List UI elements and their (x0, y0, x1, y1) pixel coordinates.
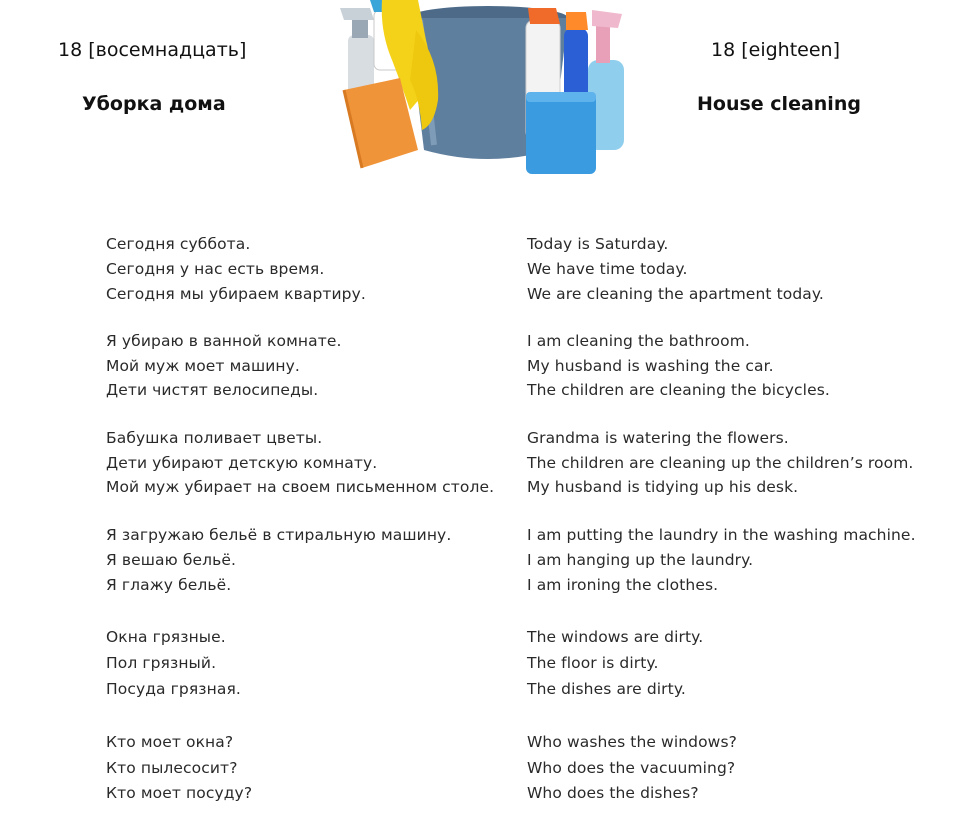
sentence-en: Who does the vacuuming? (527, 759, 736, 777)
sentence-ru: Окна грязные. (106, 628, 226, 646)
sentence-en: The children are cleaning the bicycles. (527, 381, 830, 399)
sentence-en: I am hanging up the laundry. (527, 551, 754, 569)
cleaning-supplies-illustration (330, 0, 640, 180)
lesson-number-ru: 18 [восемнадцать] (58, 39, 247, 61)
sentence-ru: Дети чистят велосипеды. (106, 381, 319, 399)
lesson-number-en: 18 [eighteen] (711, 39, 840, 61)
sentence-ru: Сегодня мы убираем квартиру. (106, 285, 366, 303)
lesson-title-ru: Уборка дома (82, 93, 226, 115)
sentence-en: My husband is tidying up his desk. (527, 478, 799, 496)
sentence-ru: Кто моет окна? (106, 733, 234, 751)
sentence-en: Today is Saturday. (527, 235, 669, 253)
blue-sponge-icon (526, 92, 596, 174)
sentence-en: We are cleaning the apartment today. (527, 285, 824, 303)
sentence-ru: Я загружаю бельё в стиральную машину. (106, 526, 452, 544)
sentence-en: Who washes the windows? (527, 733, 737, 751)
sentence-en: I am cleaning the bathroom. (527, 332, 750, 350)
spray-bottle-left-icon (340, 8, 374, 95)
sentence-ru: Бабушка поливает цветы. (106, 429, 323, 447)
lesson-title-en: House cleaning (697, 93, 861, 115)
sentence-en: I am ironing the clothes. (527, 576, 719, 594)
sentence-en: Grandma is watering the flowers. (527, 429, 789, 447)
sentence-en: The dishes are dirty. (527, 680, 686, 698)
sentence-ru: Кто моет посуду? (106, 784, 253, 802)
sentence-ru: Кто пылесосит? (106, 759, 238, 777)
sentence-en: We have time today. (527, 260, 688, 278)
sentence-en: The floor is dirty. (527, 654, 659, 672)
sentence-en: My husband is washing the car. (527, 357, 774, 375)
sentence-en: The windows are dirty. (527, 628, 704, 646)
sentence-en: Who does the dishes? (527, 784, 699, 802)
sentence-ru: Я вешаю бельё. (106, 551, 237, 569)
sentence-en: The children are cleaning up the children’s room. (527, 454, 914, 472)
sentence-ru: Пол грязный. (106, 654, 217, 672)
sentence-ru: Я убираю в ванной комнате. (106, 332, 342, 350)
sentence-ru: Посуда грязная. (106, 680, 241, 698)
sentence-en: I am putting the laundry in the washing machine. (527, 526, 916, 544)
sentence-ru: Мой муж моет машину. (106, 357, 300, 375)
sentence-ru: Дети убирают детскую комнату. (106, 454, 378, 472)
sentence-ru: Мой муж убирает на своем письменном столе. (106, 478, 495, 496)
sentence-ru: Сегодня у нас есть время. (106, 260, 325, 278)
sentence-ru: Я глажу бельё. (106, 576, 232, 594)
sentence-ru: Сегодня суббота. (106, 235, 251, 253)
